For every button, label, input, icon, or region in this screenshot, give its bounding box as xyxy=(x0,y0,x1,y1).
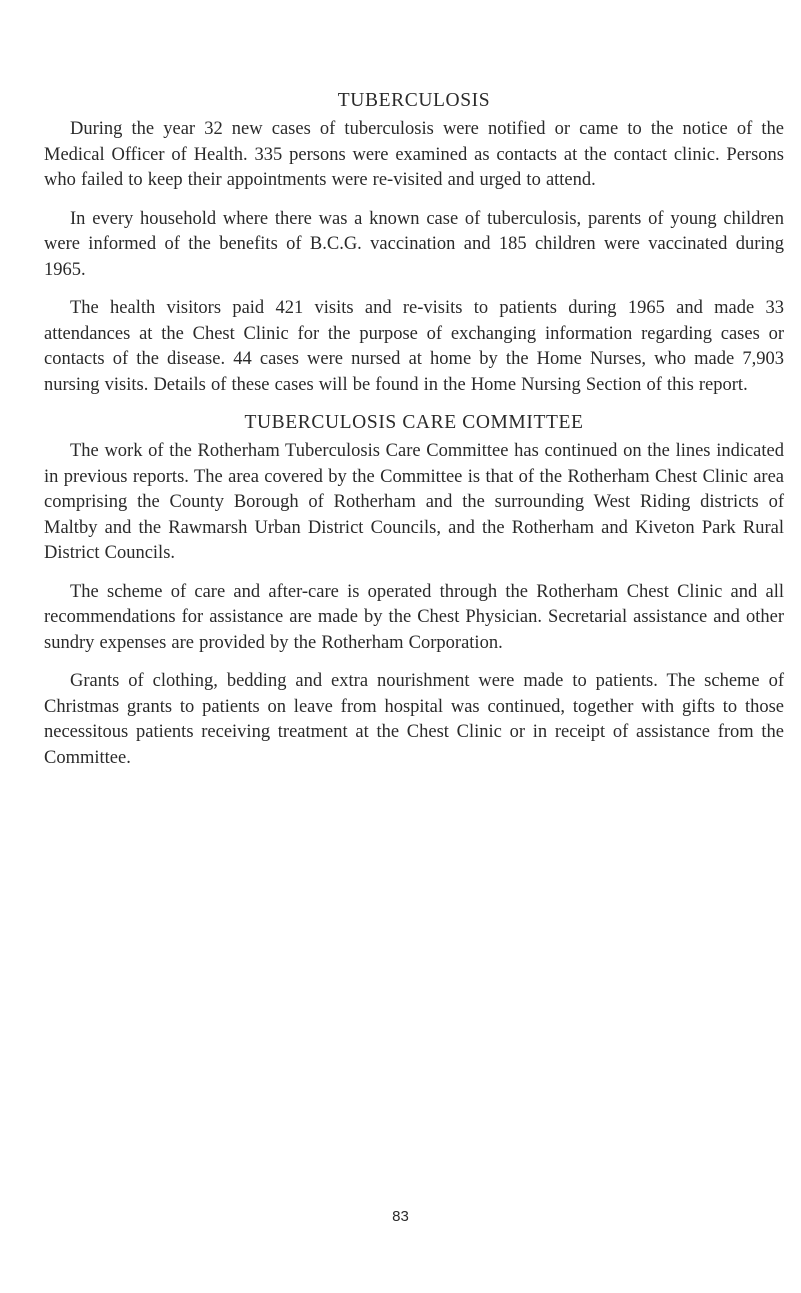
document-page xyxy=(44,88,784,784)
paragraph-after-care-scheme: The scheme of care and after-care is operated through the Rotherham Chest Clinic and all recommendations for assistance are made by the Chest Physician. Secretarial assistance and other sundry expenses are provided by the Rotherham Corporation. xyxy=(44,581,784,653)
paragraph-grants: Grants of clothing, bedding and extra nourishment were made to patients. The scheme of Christmas grants to patients on leave from hospital was continued, together with gifts to those necessitous patients receiving treatment at the Chest Clinic or in receipt of assistance from the Committee. xyxy=(44,671,784,768)
paragraph-health-visitors: The health visitors paid 421 visits and re-visits to patients during 1965 and made 33 attendances at the Chest Clinic for the purpose of exchanging information regarding cases or contacts of the disease. 44 cases were nursed at home by the Home Nurses, who made 7,903 nursing visits. Details of these cases will be found in the Home Nursing Section of this report. xyxy=(44,298,784,395)
section-heading-care-committee: TUBERCULOSIS CARE COMMITTEE xyxy=(244,412,584,433)
section-heading-tuberculosis: TUBERCULOSIS xyxy=(337,90,491,111)
paragraph-new-cases: During the year 32 new cases of tuberculosis were notified or came to the notice of the Medical Officer of Health. 335 persons were examined as contacts at the contact clinic. Persons who failed to keep their appointments were re-visited and urged to attend. xyxy=(44,119,784,190)
paragraph-committee-work: The work of the Rotherham Tuberculosis Care Committee has continued on the lines indicated in previous reports. The area covered by the Committee is that of the Rotherham Chest Clinic area comprising the County Borough of Rotherham and the surrounding West Riding districts of Maltby and the Rawmarsh Urban District Councils, and the Rotherham and Kiveton Park Rural District Councils. xyxy=(44,441,784,563)
page-number: 83 xyxy=(392,1208,409,1225)
paragraph-bcg-vaccination: In every household where there was a known case of tuberculosis, parents of young children were informed of the benefits of B.C.G. vaccination and 185 children were vaccinated during 1965. xyxy=(44,208,784,280)
